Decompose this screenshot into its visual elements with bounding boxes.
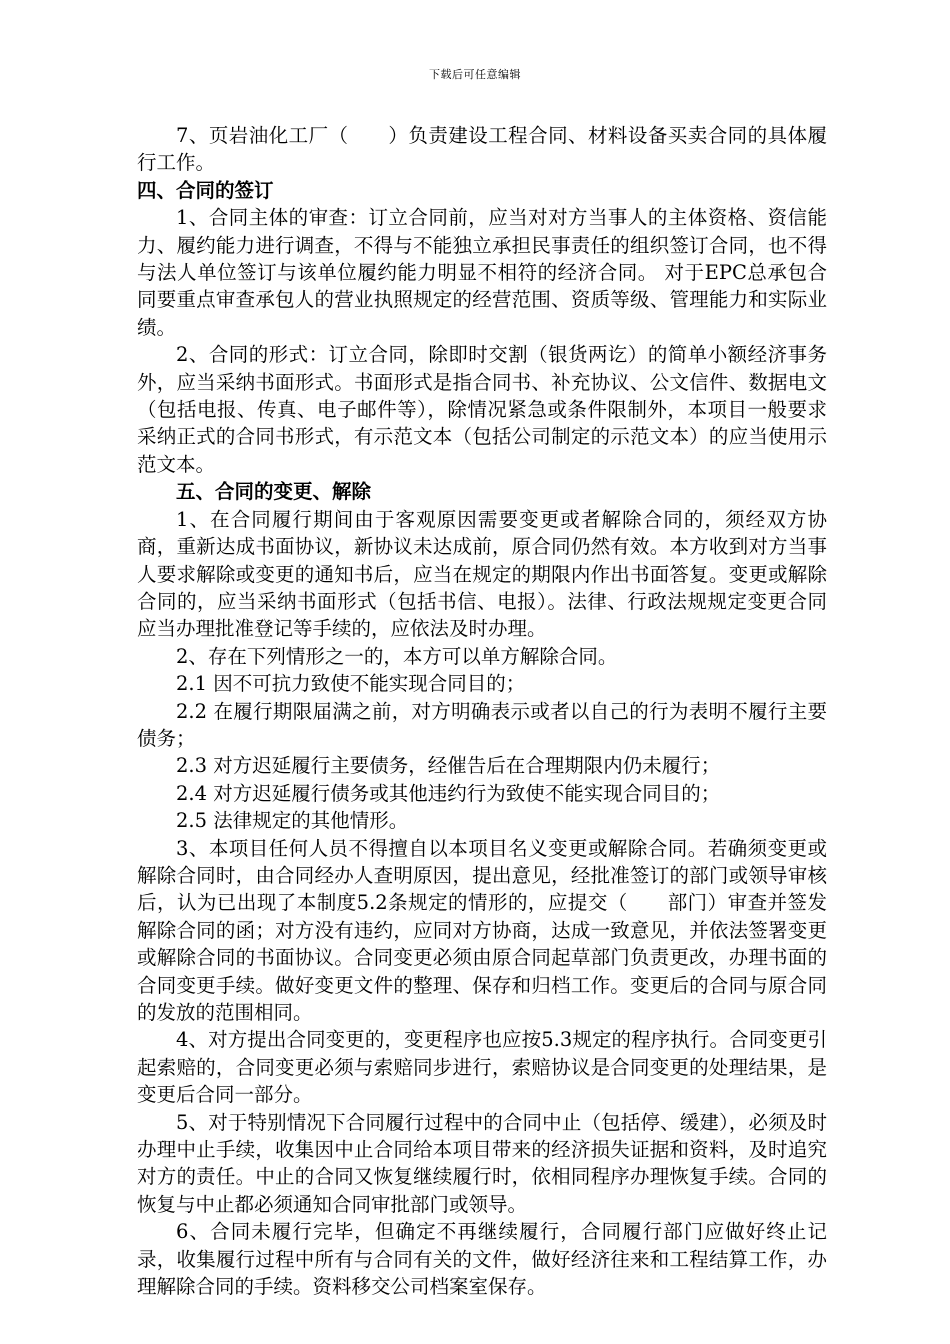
paragraph-contract-termination-record: 6、合同未履行完毕，但确定不再继续履行，合同履行部门应做好终止记录，收集履行过程中所有与合同有关的文件，做好经济往来和工程结算工作，办理解除合同的手续。资料移交公司档案室保存。 (137, 1220, 827, 1299)
list-item-2-5: 2.5 法律规定的其他情形。 (176, 809, 409, 833)
page-header: 下载后可任意编辑 (429, 68, 521, 81)
list-item-2-3: 2.3 对方迟延履行主要债务，经催告后在合理期限内仍未履行； (176, 754, 721, 778)
paragraph-change-during-performance: 1、在合同履行期间由于客观原因需要变更或者解除合同的，须经双方协商，重新达成书面协议，新协议未达成前，原合同仍然有效。本方收到对方当事人要求解除或变更的通知书后，应当在规定的期限内作出书面答复。变更或解除合同的，应当采纳书面形式（包括书信、电报）。法律、行政法规规定变更合同应当办理批准登记等手续的，应依法及时办理。 (137, 507, 827, 641)
section-heading-contract-signing: 四、合同的签订 (137, 178, 274, 202)
paragraph-counterparty-change: 4、对方提出合同变更的，变更程序也应按5.3规定的程序执行。合同变更引起索赔的，合同变更必须与索赔同步进行，索赔协议是合同变更的处理结果，是变更后合同一部分。 (137, 1028, 827, 1107)
paragraph-item-7: 7、页岩油化工厂（ ）负责建设工程合同、材料设备买卖合同的具体履行工作。 (137, 124, 827, 175)
list-item-2-2: 2.2 在履行期限届满之前，对方明确表示或者以自己的行为表明不履行主要债务； (137, 699, 827, 750)
paragraph-contract-suspension: 5、对于特别情况下合同履行过程中的合同中止（包括停、缓建），必须及时办理中止手续，收集因中止合同给本项目带来的经济损失证据和资料，及时追究对方的责任。中止的合同又恢复继续履行时，依相同程序办理恢复手续。合同的恢复与中止都必须通知合同审批部门或领导。 (137, 1110, 827, 1216)
paragraph-no-unauthorized-change: 3、本项目任何人员不得擅自以本项目名义变更或解除合同。若确须变更或解除合同时，由合同经办人查明原因，提出意见，经批准签订的部门或领导审核后，认为已出现了本制度5.2条规定的情形的，应提交（ 部门）审查并签发解除合同的函；对方没有违约，应同对方协商，达成一致意见，并依法签署变更或解除合同的书面协议。合同变更必须由原合同起草部门负责更改，办理书面的合同变更手续。做好变更文件的整理、保存和归档工作。变更后的合同与原合同的发放的范围相同。 (137, 836, 827, 1024)
section-heading-change-termination: 五、合同的变更、解除 (176, 480, 372, 504)
paragraph-subject-review: 1、合同主体的审查：订立合同前，应当对对方当事人的主体资格、资信能力、履约能力进行调查，不得与不能独立承担民事责任的组织签订合同，也不得与法人单位签订与该单位履约能力明显不相符的经济合同。 对于EPC总承包合同要重点审查承包人的营业执照规定的经营范围、资质等级、管理能力和实际业绩。 (137, 206, 827, 339)
list-item-2-4: 2.4 对方迟延履行债务或其他违约行为致使不能实现合同目的； (176, 781, 721, 805)
list-item-2-1: 2.1 因不可抗力致使不能实现合同目的； (176, 672, 526, 696)
document-body (137, 122, 827, 1300)
paragraph-contract-form: 2、合同的形式：订立合同，除即时交割（银货两讫）的简单小额经济事务外，应当采纳书面形式。书面形式是指合同书、补充协议、公文信件、数据电文（包括电报、传真、电子邮件等），除情况紧急或条件限制外，本项目一般要求采纳正式的合同书形式，有示范文本（包括公司制定的示范文本）的应当使用示范文本。 (137, 343, 827, 476)
paragraph-unilateral-termination: 2、存在下列情形之一的，本方可以单方解除合同。 (176, 644, 618, 668)
